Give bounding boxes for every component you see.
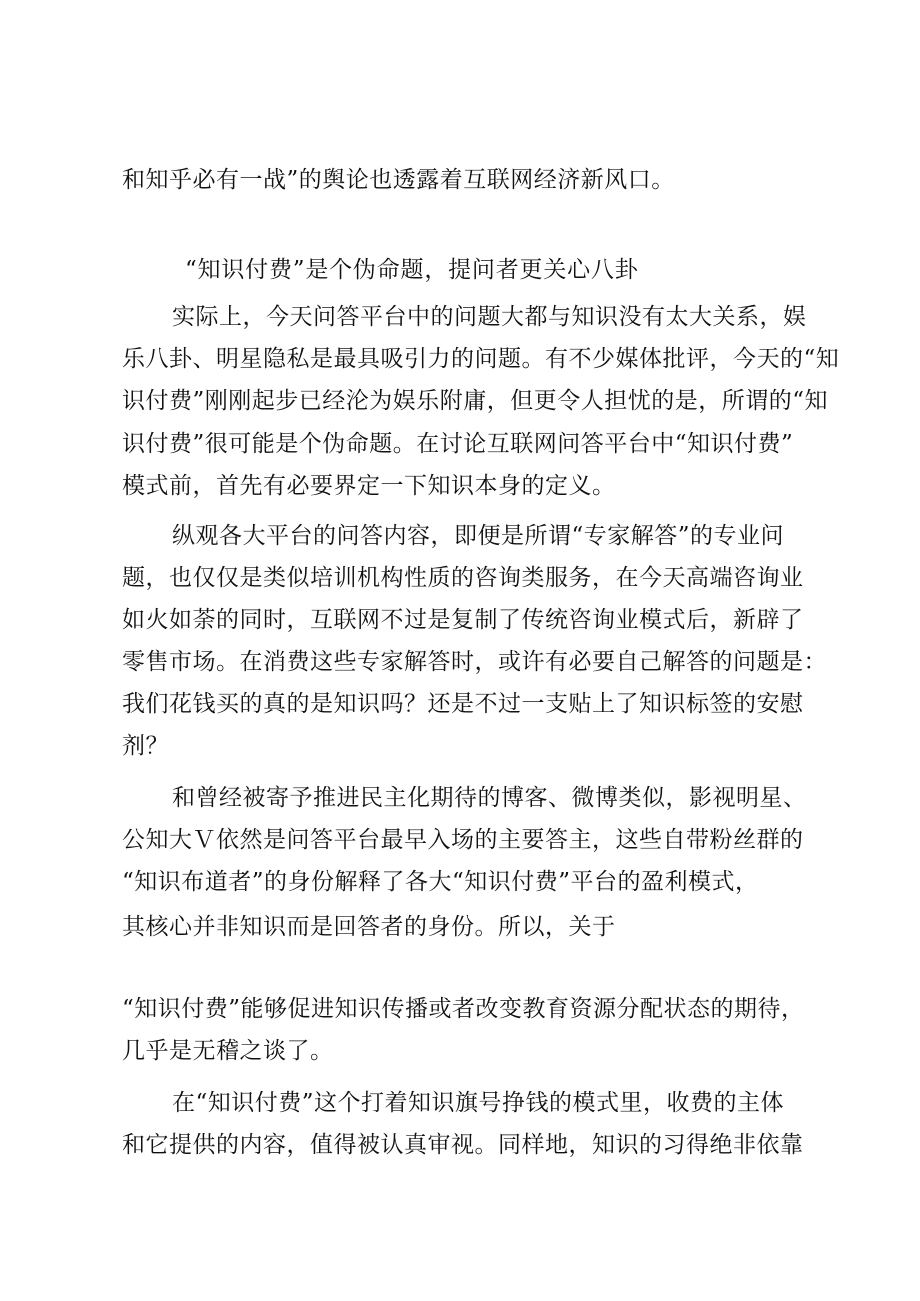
- text-line: 乐八卦、明星隐私是最具吸引力的问题。有不少媒体批评，今天的“知: [122, 346, 840, 372]
- text-line: 和曾经被寄予推进民主化期待的博客、微博类似，影视明星、: [172, 785, 807, 811]
- text-line: 识付费”刚刚起步已经沦为娱乐附庸，但更令人担忧的是，所谓的“知: [122, 388, 829, 414]
- text-line: 几乎是无稽之谈了。: [122, 1038, 334, 1064]
- text-line: 模式前，首先有必要界定一下知识本身的定义。: [122, 473, 616, 499]
- text-line: “知识付费”能够促进知识传播或者改变教育资源分配状态的期待，: [122, 996, 805, 1022]
- text-line: 其核心并非知识而是回答者的身份。所以，关于: [122, 914, 616, 940]
- opening-line: 和知乎必有一战”的舆论也透露着互联网经济新风口。: [122, 167, 675, 193]
- text-line: 零售市场。在消费这些专家解答时，或许有必要自己解答的问题是：: [122, 649, 827, 675]
- text-line: 和它提供的内容，值得被认真审视。同样地，知识的习得绝非依靠: [122, 1132, 804, 1158]
- text-line: 如火如荼的同时，互联网不过是复制了传统咨询业模式后，新辟了: [122, 607, 804, 633]
- text-line: 剂？: [122, 733, 169, 759]
- text-line: 题，也仅仅是类似培训机构性质的咨询类服务，在今天高端咨询业: [122, 565, 804, 591]
- text-line: 识付费”很可能是个伪命题。在讨论互联网问答平台中“知识付费”: [122, 431, 794, 457]
- text-line: 纵观各大平台的问答内容，即便是所谓“专家解答”的专业问: [172, 523, 785, 549]
- text-line: 我们花钱买的真的是知识吗？还是不过一支贴上了知识标签的安慰: [122, 691, 804, 717]
- section-heading: “知识付费”是个伪命题，提问者更关心八卦: [185, 257, 639, 283]
- text-line: 在“知识付费”这个打着知识旗号挣钱的模式里，收费的主体: [172, 1090, 785, 1116]
- text-line: 实际上，今天问答平台中的问题大都与知识没有太大关系，娱: [172, 304, 807, 330]
- text-line: “知识布道者”的身份解释了各大“知识付费”平台的盈利模式，: [122, 869, 759, 895]
- text-line: 公知大Ｖ依然是问答平台最早入场的主要答主，这些自带粉丝群的: [122, 827, 804, 853]
